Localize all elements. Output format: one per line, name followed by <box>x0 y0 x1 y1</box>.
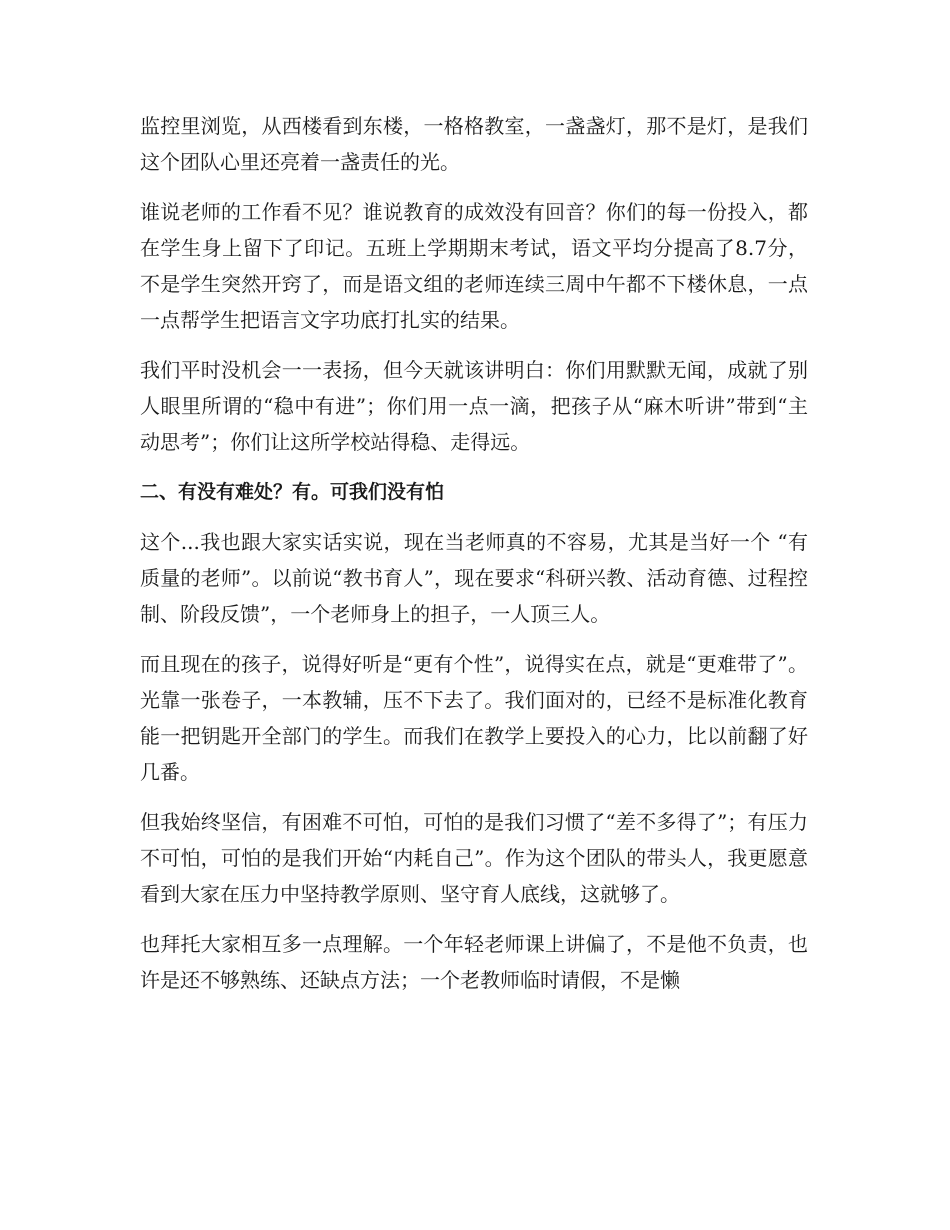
paragraph-1: 监控里浏览，从西楼看到东楼，一格格教室，一盏盏灯，那不是灯，是我们这个团队心里还亮着一盏责任的光。 <box>140 114 808 174</box>
document-page <box>140 108 808 1012</box>
section-heading: 二、有没有难处？有。可我们没有怕 <box>140 481 445 503</box>
paragraph-3: 我们平时没机会一一表扬，但今天就该讲明白：你们用默默无闻，成就了别人眼里所谓的“稳中有进”；你们用一点一滴，把孩子从“麻木听讲”带到“主动思考”；你们让这所学校站得稳、走得远。 <box>140 358 808 454</box>
paragraph-5: 而且现在的孩子，说得好听是“更有个性”，说得实在点，就是“更难带了”。光靠一张卷子，一本教辅，压不下去了。我们面对的，已经不是标准化教育能一把钥匙开全部门的学生。而我们在教学上要投入的心力，比以前翻了好几番。 <box>140 652 808 784</box>
paragraph-4: 这个...我也跟大家实话实说，现在当老师真的不容易，尤其是当好一个 “有质量的老师”。以前说“教书育人”，现在要求“科研兴教、活动育德、过程控制、阶段反馈”，一个老师身上的担子，一人顶三人。 <box>140 530 808 626</box>
paragraph-6: 但我始终坚信，有困难不可怕，可怕的是我们习惯了“差不多得了”；有压力不可怕，可怕的是我们开始“内耗自己”。作为这个团队的带头人，我更愿意看到大家在压力中坚持教学原则、坚守育人底线，这就够了。 <box>140 810 808 906</box>
paragraph-7: 也拜托大家相互多一点理解。一个年轻老师课上讲偏了，不是他不负责，也许是还不够熟练、还缺点方法；一个老教师临时请假，不是懒 <box>140 932 808 992</box>
paragraph-2: 谁说老师的工作看不见？谁说教育的成效没有回音？你们的每一份投入，都在学生身上留下了印记。五班上学期期末考试，语文平均分提高了8.7分，不是学生突然开窍了，而是语文组的老师连续三周中午都不下楼休息，一点一点帮学生把语言文字功底打扎实的结果。 <box>140 200 808 332</box>
